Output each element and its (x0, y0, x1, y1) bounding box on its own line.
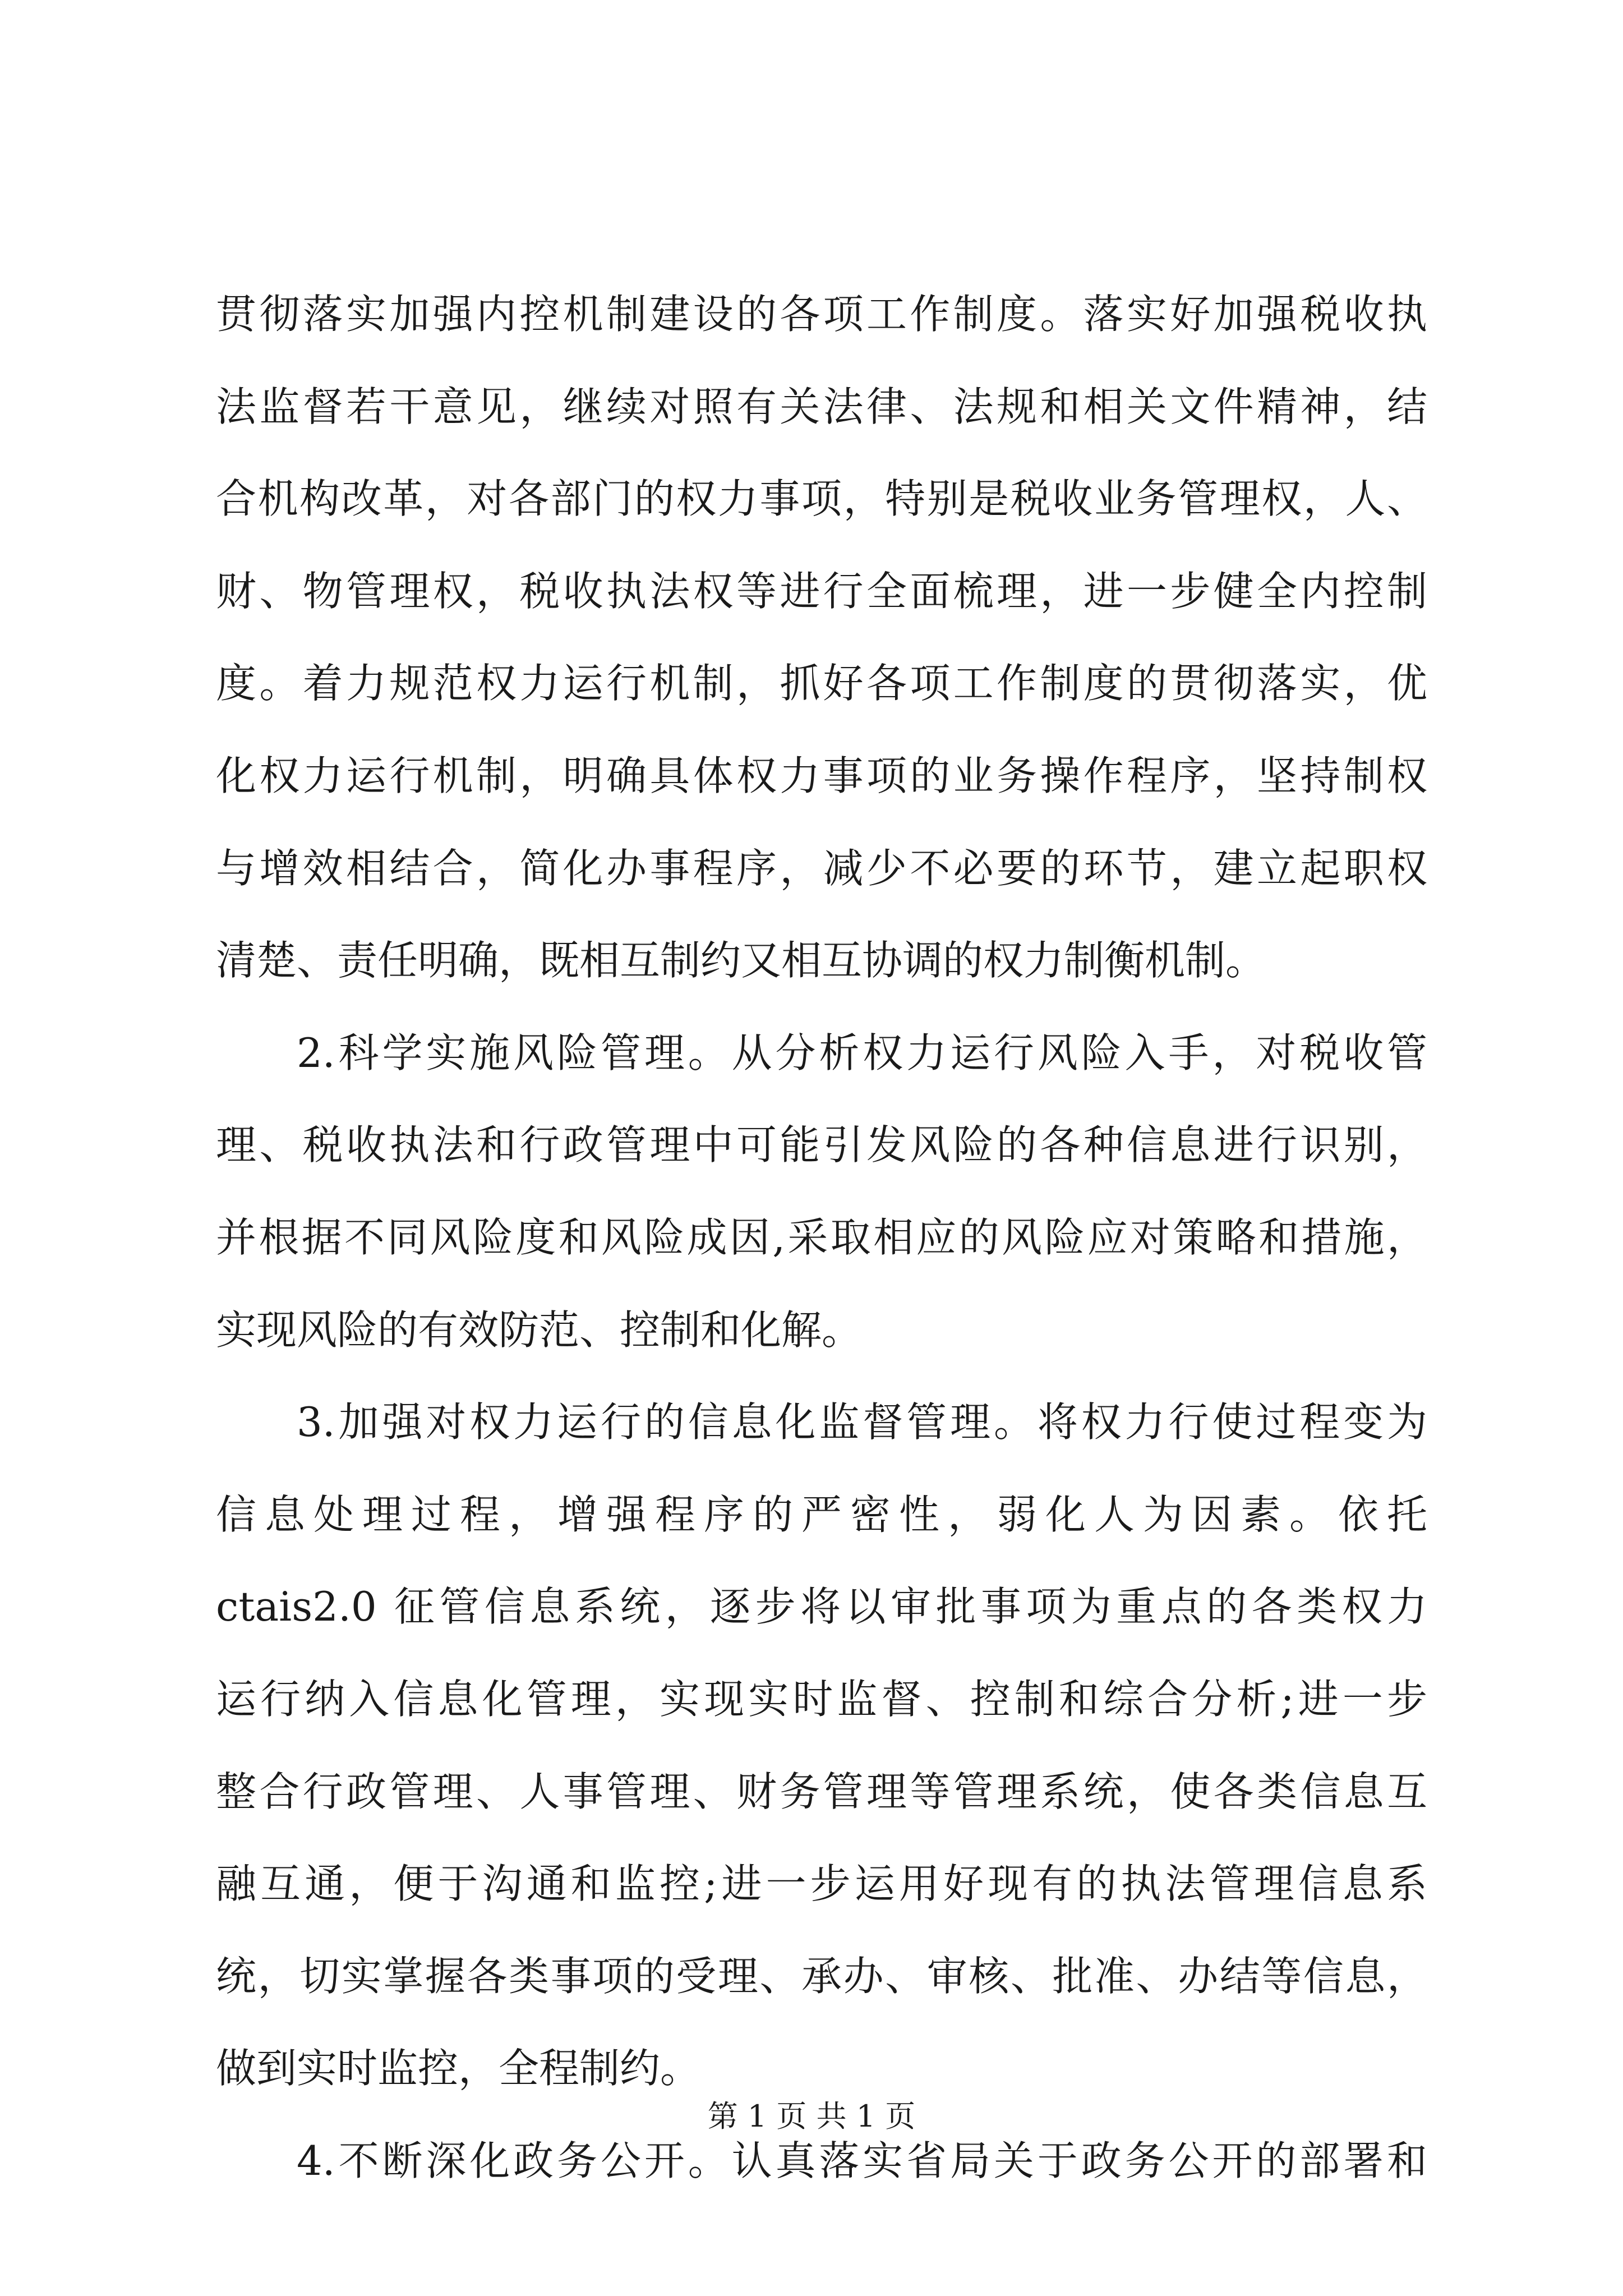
paragraph-end-line: 实现风险的有效防范、控制和化解。 (216, 1306, 863, 1354)
text-line: 合机构改革，对各部门的权力事项，特别是税收业务管理权，人、 (216, 475, 1427, 523)
paragraph-end-line: 做到实时监控，全程制约。 (216, 2045, 701, 2092)
document-body (216, 268, 1427, 2207)
text-line: 法监督若干意见，继续对照有关法律、法规和相关文件精神，结 (216, 383, 1427, 430)
text-line: 化权力运行机制，明确具体权力事项的业务操作程序，坚持制权 (216, 752, 1427, 799)
text-line: 理、税收执法和行政管理中可能引发风险的各种信息进行识别， (216, 1121, 1427, 1169)
text-line: 与增效相结合，简化办事程序，减少不必要的环节，建立起职权 (216, 844, 1427, 892)
text-line: 度。着力规范权力运行机制，抓好各项工作制度的贯彻落实，优 (216, 660, 1427, 707)
paragraph-end-line: 清楚、责任明确，既相互制约又相互协调的权力制衡机制。 (216, 937, 1266, 984)
page-footer: 第 1 页 共 1 页 (707, 2099, 916, 2134)
text-line: 融互通，便于沟通和监控;进一步运用好现有的执法管理信息系 (216, 1860, 1427, 1908)
paragraph-start-line: 2.科学实施风险管理。从分析权力运行风险入手，对税收管 (297, 1029, 1427, 1076)
text-line: 统，切实掌握各类事项的受理、承办、审核、批准、办结等信息， (216, 1952, 1427, 2000)
text-line: 运行纳入信息化管理，实现实时监督、控制和综合分析;进一步 (216, 1675, 1427, 1723)
paragraph-start-line: 3.加强对权力运行的信息化监督管理。将权力行使过程变为 (297, 1398, 1427, 1446)
text-line: 并根据不同风险度和风险成因,采取相应的风险应对策略和措施， (216, 1213, 1427, 1261)
text-line: 信息处理过程，增强程序的严密性，弱化人为因素。依托 (216, 1490, 1427, 1538)
text-line: 财、物管理权，税收执法权等进行全面梳理，进一步健全内控制 (216, 567, 1427, 615)
text-line: 整合行政管理、人事管理、财务管理等管理系统，使各类信息互 (216, 1768, 1427, 1815)
text-line: ctais2.0 征管信息系统，逐步将以审批事项为重点的各类权力 (216, 1583, 1427, 1631)
paragraph-start-line: 4.不断深化政务公开。认真落实省局关于政务公开的部署和 (297, 2137, 1427, 2184)
text-line: 贯彻落实加强内控机制建设的各项工作制度。落实好加强税收执 (216, 291, 1427, 338)
